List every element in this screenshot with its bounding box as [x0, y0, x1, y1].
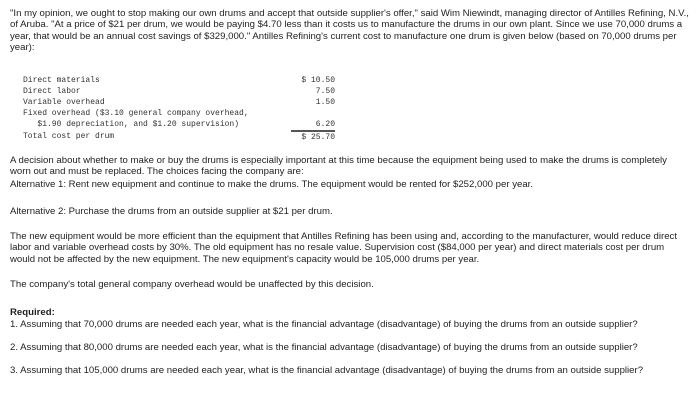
table-row: [23, 75, 343, 86]
row-label: Direct materials: [23, 76, 100, 85]
required-item-2: 2. Assuming that 80,000 drums are needed each year, what is the financial advantage (disadvantage) of buying the drums from an outside supplier?: [10, 342, 638, 353]
required-item-1: 1. Assuming that 70,000 drums are needed each year, what is the financial advantage (disadvantage) of buying the drums from an outside supplier?: [10, 319, 638, 330]
row-label: Direct labor: [23, 87, 81, 96]
alternative-2: Alternative 2: Purchase the drums from an outside supplier at $21 per drum.: [10, 206, 333, 217]
row-label: $1.90 depreciation, and $1.20 supervision): [23, 120, 240, 129]
table-row: [23, 97, 343, 108]
decision-paragraph: A decision about whether to make or buy the drums is especially important at this time because the equipment being used to make the drums is completely worn out and must be replaced. The choices facing the company are:: [10, 155, 667, 178]
overhead-paragraph: The company's total general company overhead would be unaffected by this decision.: [10, 279, 374, 290]
alternative-1: Alternative 1: Rent new equipment and continue to make the drums. The equipment would be rented for $252,000 per year.: [10, 179, 534, 190]
required-item-3: 3. Assuming that 105,000 drums are needed each year, what is the financial advantage (disadvantage) of buying the drums from an outside supplier?: [10, 365, 644, 376]
intro-paragraph: "In my opinion, we ought to stop making our own drums and accept that outside supplier's offer," said Wim Niewindt, managing director of Antilles Refining, N.V., of Aruba. "At a price of $21 per drum, we would be paying $4.70 less than it costs us to manufacture the drums in our own plant. Since we use 70,000 drums a year, that would be an annual cost savings of $329,000." Antilles Refining's current cost to manufacture one drum is given below (based on 70,000 drums per year):: [10, 8, 689, 54]
row-label: Total cost per drum: [23, 132, 115, 141]
row-value: $ 25.70: [291, 131, 335, 143]
row-value: 7.50: [315, 87, 335, 96]
row-label: Variable overhead: [23, 98, 105, 107]
table-row: [23, 86, 343, 97]
table-row: [23, 108, 343, 119]
equipment-paragraph: The new equipment would be more efficient than the equipment that Antilles Refining has been using and, according to the manufacturer, would reduce direct labor and variable overhead costs by 30%. The old equipment has no resale value. Supervision cost ($84,000 per year) and direct materials cost per drum would not be affected by the new equipment. The new equipment's capacity would be 105,000 drums per year.: [10, 231, 678, 265]
required-heading: Required:: [10, 307, 55, 318]
row-value: 1.50: [315, 98, 335, 107]
table-row-total: [23, 131, 343, 142]
row-value: 6.20: [291, 119, 335, 131]
row-label: Fixed overhead ($3.10 general company overhead,: [23, 109, 249, 118]
table-row: [23, 119, 343, 130]
row-value: $ 10.50: [301, 76, 335, 85]
